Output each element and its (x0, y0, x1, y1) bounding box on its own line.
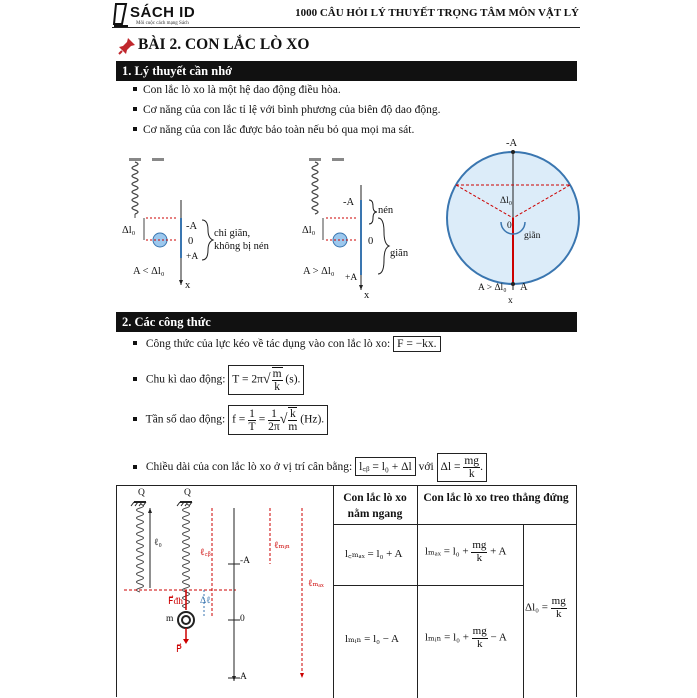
middle-axis-x: x (364, 290, 370, 301)
fig2-force: F⃗đh (168, 597, 183, 607)
formula-period: Chu kì dao động: T = 2π√ $\frac{m}{k}$ (s). (133, 365, 304, 395)
middle-dl-label: Δl₀ (302, 225, 316, 236)
vertical-max-length: lₘₐₓ = l₀ + $\frac{mg}{k}$ + A (425, 539, 507, 564)
formula-box: T = 2π√ $\frac{m}{k}$ (s). (228, 365, 304, 395)
formula-box: l꜀ᵦ = l₀ + Δl (355, 457, 416, 476)
fig2-weight: P⃗ (176, 645, 182, 655)
formula-frequency: Tần số dao động: f = $\frac{1}{T}$ = $\frac{1}{2\pi}$ √ $\frac{k}{m}$ (Hz). (133, 405, 328, 435)
formula-equilibrium-length: Chiều dài của con lắc lò xo ở vị trí cân bằng: l꜀ᵦ = l₀ + Δl với Δl = $\frac{mg}{k}$ . (133, 453, 487, 482)
formula-restoring-force: Công thức của lực kéo về tác dụng vào con lắc lò xo: F = −kx. (133, 336, 441, 352)
logo-subtitle: Môi cuộc cách mạng Sách (136, 21, 189, 26)
lesson-title: BÀI 2. CON LẮC LÒ XO (138, 36, 310, 53)
fig2-lmax: ℓₘₐₓ (308, 579, 324, 589)
formula-box: f = $\frac{1}{T}$ = $\frac{1}{2\pi}$ √ $\frac{k}{m}$ (Hz). (228, 405, 328, 435)
fig2-q1: Q (138, 488, 145, 498)
section-2-heading: 2. Các công thức (116, 312, 577, 332)
table-header-horizontal: Con lắc lò xo nằm ngang (343, 492, 407, 520)
left-zero: 0 (188, 236, 194, 247)
bullet-item: Con lắc lò xo là một hệ dao động điều hòa. (133, 84, 341, 96)
left-minus-a: -A (186, 221, 198, 232)
circle-minus-a: -A (506, 138, 518, 149)
left-dl-label: Δl₀ (122, 225, 136, 236)
fig2-lcb: ℓ꜀ᵦ (200, 548, 211, 558)
pushpin-icon (118, 37, 136, 55)
middle-plus-a: +A (345, 273, 358, 283)
bullet-item: Cơ năng của con lắc được bảo toàn nếu bỏ qua mọi ma sát. (133, 124, 414, 136)
bullet-item: Cơ năng của con lắc tỉ lệ với bình phương của biên độ dao động. (133, 104, 441, 116)
left-plus-a: +A (186, 252, 199, 262)
table-header-vertical: Con lắc lò xo treo thẳng đứng (423, 492, 569, 504)
fig2-l0: ℓ₀ (154, 538, 162, 548)
middle-stretch-label: giãn (390, 248, 409, 259)
fig2-axis-top: -A (240, 556, 251, 566)
book-icon (112, 2, 132, 28)
fig2-mass: m (166, 614, 174, 624)
left-condition: A < Δl₀ (133, 266, 165, 277)
middle-compress-label: nén (378, 205, 394, 216)
hanging-spring-figure (116, 486, 330, 697)
middle-zero: 0 (368, 236, 374, 247)
circle-axis-x: x (508, 296, 513, 306)
left-brace-text-2: không bị nén (214, 241, 269, 252)
section-1-heading: 1. Lý thuyết cần nhớ (116, 61, 577, 81)
circle-stretch-label: giãn (524, 231, 541, 241)
fig2-lmin: ℓₘᵢₙ (274, 541, 291, 551)
fig2-axis-mid: 0 (240, 614, 245, 624)
circle-a: A (520, 282, 528, 293)
formula-box: F = −kx. (393, 336, 441, 352)
left-brace-text-1: chỉ giãn, (214, 228, 251, 239)
fig2-axis-bot: A (240, 672, 247, 682)
delta-l0-formula: Δl₀ = $\frac{mg}{k}$ (525, 595, 566, 620)
fig2-dl: Δℓ (200, 596, 211, 606)
header-divider (112, 27, 580, 28)
horizontal-min-length: lₘᵢₙ = l₀ − A (345, 633, 399, 645)
logo-text: SÁCH ID (130, 4, 196, 21)
left-axis-x: x (185, 280, 191, 291)
circle-condition: A > Δl₀ (478, 283, 507, 293)
header-title: 1000 CÂU HỎI LÝ THUYẾT TRỌNG TÂM MÔN VẬT LÝ (295, 7, 579, 19)
middle-minus-a: -A (343, 197, 355, 208)
vertical-min-length: lₘᵢₙ = l₀ + $\frac{mg}{k}$ − A (425, 625, 507, 650)
phase-circle (447, 150, 579, 290)
circle-dl: Δl₀ (500, 196, 513, 206)
fig2-q2: Q (184, 488, 191, 498)
circle-zero: 0 (507, 221, 512, 231)
formula-box: Δl = $\frac{mg}{k}$ . (437, 453, 487, 482)
horizontal-max-length: l꜀ₘₐₓ = l₀ + A (345, 548, 403, 560)
middle-condition: A > Δl₀ (303, 266, 335, 277)
